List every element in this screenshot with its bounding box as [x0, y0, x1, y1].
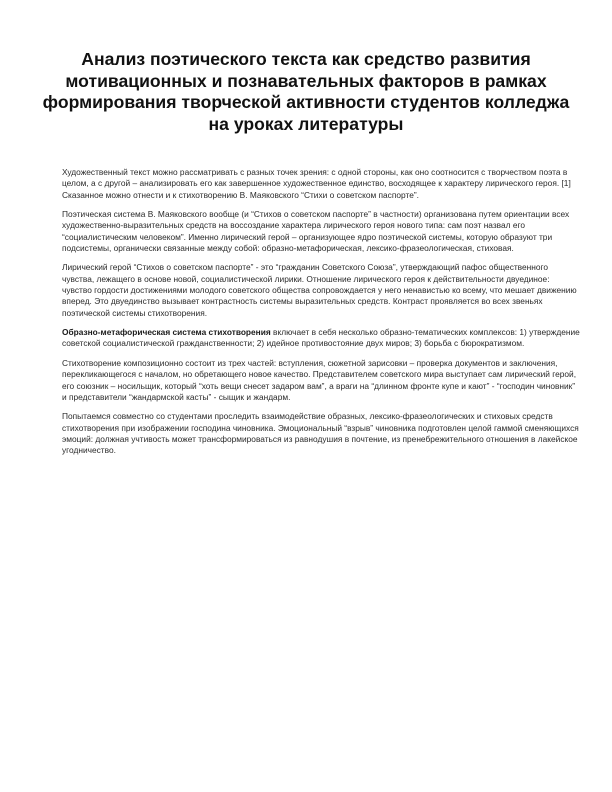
paragraph-metaphoric-system: [62, 327, 580, 350]
paragraph-metaphoric-system-bold: Образно-метафорическая система стихотворения: [62, 327, 271, 338]
paragraph-poetic-system: Поэтическая система В. Маяковского вообще (и “Стихов о советском паспорте” в частности) организована путем ориентации всех художественно-выразительных средств на воссоздание характера лирического героя нового типа: сам поэт назвал его “социалистическим человеком”. Именно лирический герой – организующее ядро поэтической системы, которую образуют три подсистемы, органически связанные между собой: образно-метафорическая, лексико-фразеологическая, стиховая.: [62, 209, 570, 254]
paragraph-intro: Художественный текст можно рассматривать с разных точек зрения: с одной стороны, как оно соотносится с творчеством поэта в целом, а с другой – анализировать его как завершенное художественное единство, восходящее к характеру лирического героя. [1] Сказанное можно отнести и к стихотворению В. Маяковского “Стихи о советском паспорте”.: [62, 167, 571, 200]
document-body: [62, 167, 580, 465]
paragraph-composition: Стихотворение композиционно состоит из трех частей: вступления, сюжетной зарисовки – проверка документов и заключения, перекликающегося с началом, но обретающего новое качество. Представителем советского мира выступает сам лирический герой, его союзник – носильщик, который “хоть вещи снесет задаром вам”, а враги на “длинном фронте купе и кают” - “господин чиновник” и представители “жандармской касты” - сыщик и жандарм.: [62, 357, 577, 402]
paragraph-official: Попытаемся совместно со студентами проследить взаимодействие образных, лексико-фразеологических и стиховых средств стихотворения при изображении господина чиновника. Эмоциональный “взрыв” чиновника подготовлен целой гаммой сменяющихся эмоций: должная учтивость может трансформироваться из равнодушия в почтение, из пренебрежительного отношения в лакейское угодничество.: [62, 411, 579, 456]
paragraph-lyric-hero: Лирический герой “Стихов о советском паспорте” - это “гражданин Советского Союза”, утверждающий пафос общественного чувства, лежащего в основе новой, социалистической лирики. Отношение лирического героя к действительности двуединое: чувство гордости достижениями молодого советского общества сопровождается у него ненавистью ко всему, что мешает движению вперед. Это двуединство вызывает контрастность системы выразительных средств. Контраст проявляется во всех звеньях поэтической системы стихотворения.: [62, 262, 577, 318]
document-title: Анализ поэтического текста как средство развития мотивационных и познавательных факторов в рамках формирования творческой активности студентов колледжа на уроках литературы: [42, 49, 570, 134]
paragraph-metaphoric-system-rest: включает в себя несколько образно-тематических комплексов: 1) утверждение советской социалистической гражданственности; 2) идейное противостояние двух миров; 3) борьба с бюрократизмом.: [62, 327, 580, 349]
